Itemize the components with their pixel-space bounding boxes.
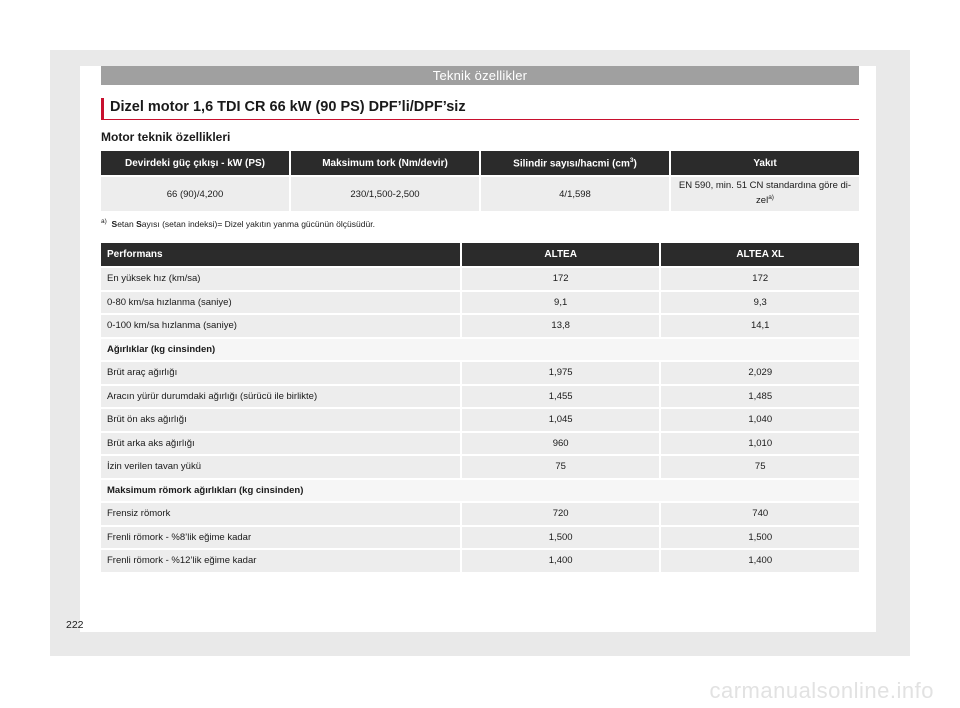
group-label: Ağırlıklar (kg cinsinden) xyxy=(101,339,859,361)
header-cell: ALTEA xyxy=(462,243,660,266)
value-altea: 1,500 xyxy=(462,527,660,549)
header-cell: Performans xyxy=(101,243,460,266)
table-row xyxy=(101,550,859,572)
page-number: 222 xyxy=(66,619,84,631)
table-row xyxy=(101,292,859,314)
row-label: Brüt arka aks ağırlığı xyxy=(101,433,460,455)
table-row xyxy=(101,433,859,455)
page-title: Dizel motor 1,6 TDI CR 66 kW (90 PS) DPF’li/DPF’siz xyxy=(101,98,859,120)
value-altea: 9,1 xyxy=(462,292,660,314)
table-row xyxy=(101,527,859,549)
subheading: Motor teknik özellikleri xyxy=(101,130,231,144)
header-cell: ALTEA XL xyxy=(661,243,859,266)
value-altea-xl: 2,029 xyxy=(661,362,859,384)
value-altea: 720 xyxy=(462,503,660,525)
row-label: Frensiz römork xyxy=(101,503,460,525)
header-cell: Yakıt xyxy=(671,151,859,175)
footnote-bold: S xyxy=(111,218,118,229)
value-altea-xl: 1,010 xyxy=(661,433,859,455)
table-row xyxy=(101,480,859,502)
header-cell: Devirdeki güç çıkışı - kW (PS) xyxy=(101,151,289,175)
row-label: 0-80 km/sa hızlanma (saniye) xyxy=(101,292,460,314)
value-altea-xl: 1,500 xyxy=(661,527,859,549)
row-label: Brüt ön aks ağırlığı xyxy=(101,409,460,431)
performance-table xyxy=(99,241,861,574)
table-row xyxy=(101,386,859,408)
value-altea: 1,400 xyxy=(462,550,660,572)
value-altea-xl: 740 xyxy=(661,503,859,525)
row-label: Frenli römork - %12’lik eğime kadar xyxy=(101,550,460,572)
header-cell xyxy=(481,151,669,175)
group-label: Maksimum römork ağırlıkları (kg cinsinden) xyxy=(101,480,859,502)
table-cell xyxy=(671,177,859,211)
section-title: Teknik özellikler xyxy=(101,66,859,85)
footnote-bold: S xyxy=(136,218,142,229)
value-altea-xl: 14,1 xyxy=(661,315,859,337)
table-row xyxy=(101,339,859,361)
footnote-ref: a) xyxy=(768,194,774,202)
row-label: 0-100 km/sa hızlanma (saniye) xyxy=(101,315,460,337)
row-label: Frenli römork - %8’lik eğime kadar xyxy=(101,527,460,549)
value-altea-xl: 1,040 xyxy=(661,409,859,431)
table-header-row xyxy=(101,151,859,175)
value-altea-xl: 75 xyxy=(661,456,859,478)
header-text: ) xyxy=(633,158,637,170)
value-altea: 1,455 xyxy=(462,386,660,408)
value-altea: 960 xyxy=(462,433,660,455)
value-altea: 172 xyxy=(462,268,660,290)
value-altea: 1,975 xyxy=(462,362,660,384)
engine-specs-table xyxy=(99,149,861,213)
table-cell: 66 (90)/4,200 xyxy=(101,177,289,211)
value-altea: 75 xyxy=(462,456,660,478)
value-altea: 13,8 xyxy=(462,315,660,337)
table-row xyxy=(101,503,859,525)
footnote-marker: a) xyxy=(101,218,107,225)
table-row xyxy=(101,456,859,478)
footnote-text: ayısı (setan indeksi)= Dizel yakıtın yanma gücünün ölçüsüdür. xyxy=(141,218,375,229)
footnote xyxy=(101,218,375,229)
table-row xyxy=(101,362,859,384)
row-label: Brüt araç ağırlığı xyxy=(101,362,460,384)
value-altea-xl: 9,3 xyxy=(661,292,859,314)
table-row xyxy=(101,409,859,431)
table-row xyxy=(101,177,859,211)
value-altea: 1,045 xyxy=(462,409,660,431)
value-altea-xl: 1,400 xyxy=(661,550,859,572)
table-header-row xyxy=(101,243,859,266)
value-altea-xl: 172 xyxy=(661,268,859,290)
header-text: Silindir sayısı/hacmi (cm xyxy=(513,158,630,170)
table-cell: 230/1,500-2,500 xyxy=(291,177,479,211)
footnote-text: etan xyxy=(117,218,137,229)
superscript: 3 xyxy=(629,156,634,164)
header-cell: Maksimum tork (Nm/devir) xyxy=(291,151,479,175)
watermark: carmanualsonline.info xyxy=(709,678,934,703)
table-cell: 4/1,598 xyxy=(481,177,669,211)
value-altea-xl: 1,485 xyxy=(661,386,859,408)
row-label: İzin verilen tavan yükü xyxy=(101,456,460,478)
table-row xyxy=(101,268,859,290)
table-row xyxy=(101,315,859,337)
row-label: Aracın yürür durumdaki ağırlığı (sürücü ile birlikte) xyxy=(101,386,460,408)
row-label: En yüksek hız (km/sa) xyxy=(101,268,460,290)
cell-text: EN 590, min. 51 CN standardına göre di-zel xyxy=(678,180,852,207)
